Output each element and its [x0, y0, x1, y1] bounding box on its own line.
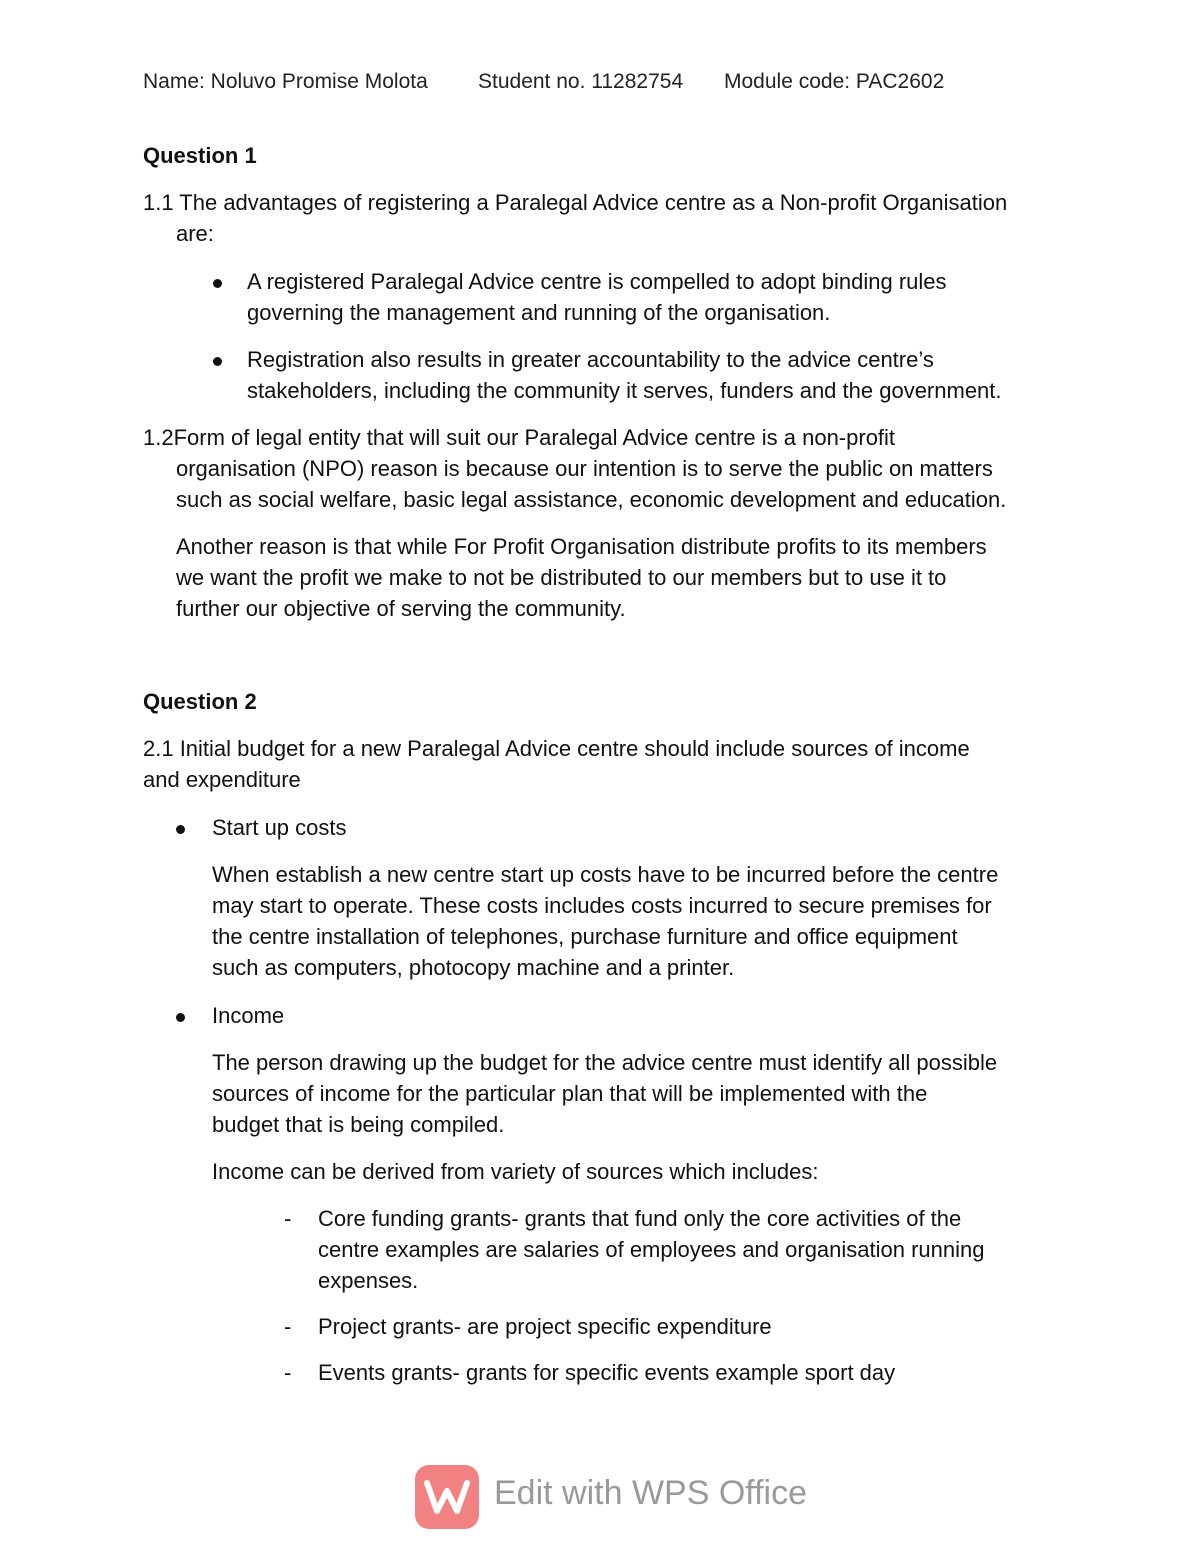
- answer-1-1-line: are:: [176, 221, 214, 246]
- income-label: Income: [212, 1003, 285, 1028]
- dash-bullet: -: [284, 1360, 292, 1385]
- startup-costs-line: the centre installation of telephones, purchase furniture and office equipment: [212, 924, 958, 949]
- answer-1-2-reason-line: further our objective of serving the community.: [176, 596, 626, 621]
- advantage-1-line: A registered Paralegal Advice centre is compelled to adopt binding rules: [247, 269, 947, 294]
- answer-1-2-line: organisation (NPO) reason is because our intention is to serve the public on matters: [176, 456, 993, 481]
- bullet-icon: [176, 825, 185, 834]
- answer-2-1-line: and expenditure: [143, 767, 301, 792]
- income-sources-intro: Income can be derived from variety of sources which includes:: [212, 1159, 819, 1184]
- startup-costs-line: may start to operate. These costs includes costs incurred to secure premises for: [212, 893, 992, 918]
- income-line: sources of income for the particular plan that will be implemented with the: [212, 1081, 928, 1106]
- startup-costs-line: When establish a new centre start up costs have to be incurred before the centre: [212, 862, 999, 887]
- income-source-project: Project grants- are project specific expenditure: [318, 1314, 772, 1339]
- income-source-core-line: centre examples are salaries of employees and organisation running: [318, 1237, 985, 1262]
- bullet-icon: [176, 1013, 185, 1022]
- income-source-events: Events grants- grants for specific events example sport day: [318, 1360, 896, 1385]
- answer-1-1-line: 1.1 The advantages of registering a Paralegal Advice centre as a Non-profit Organisation: [143, 190, 1008, 215]
- student-number: Student no. 11282754: [478, 70, 684, 93]
- income-line: The person drawing up the budget for the advice centre must identify all possible: [212, 1050, 998, 1075]
- answer-1-2-line: such as social welfare, basic legal assistance, economic development and education.: [176, 487, 1007, 512]
- advantage-1-line: governing the management and running of the organisation.: [247, 300, 831, 325]
- advantage-2-line: stakeholders, including the community it serves, funders and the government.: [247, 378, 1002, 403]
- answer-2-1-line: 2.1 Initial budget for a new Paralegal Advice centre should include sources of income: [143, 736, 970, 761]
- edit-with-wps-office-link[interactable]: Edit with WPS Office: [494, 1474, 808, 1512]
- question-1-heading: Question 1: [143, 143, 257, 168]
- student-name: Name: Noluvo Promise Molota: [143, 70, 428, 93]
- answer-1-2-line: 1.2Form of legal entity that will suit our Paralegal Advice centre is a non-profit: [143, 425, 896, 450]
- answer-1-2-reason-line: Another reason is that while For Profit Organisation distribute profits to its members: [176, 534, 987, 559]
- dash-bullet: -: [284, 1206, 292, 1231]
- income-source-core-line: Core funding grants- grants that fund only the core activities of the: [318, 1206, 962, 1231]
- answer-1-2-reason-line: we want the profit we make to not be distributed to our members but to use it to: [176, 565, 947, 590]
- startup-costs-label: Start up costs: [212, 815, 347, 840]
- income-line: budget that is being compiled.: [212, 1112, 505, 1137]
- bullet-icon: [213, 357, 222, 366]
- question-2-heading: Question 2: [143, 689, 257, 714]
- module-code: Module code: PAC2602: [724, 70, 945, 93]
- bullet-icon: [213, 279, 222, 288]
- dash-bullet: -: [284, 1314, 292, 1339]
- advantage-2-line: Registration also results in greater accountability to the advice centre’s: [247, 347, 934, 372]
- income-source-core-line: expenses.: [318, 1268, 419, 1293]
- wps-office-logo-icon[interactable]: [415, 1465, 479, 1529]
- page-header: [143, 70, 944, 94]
- startup-costs-line: such as computers, photocopy machine and a printer.: [212, 955, 735, 980]
